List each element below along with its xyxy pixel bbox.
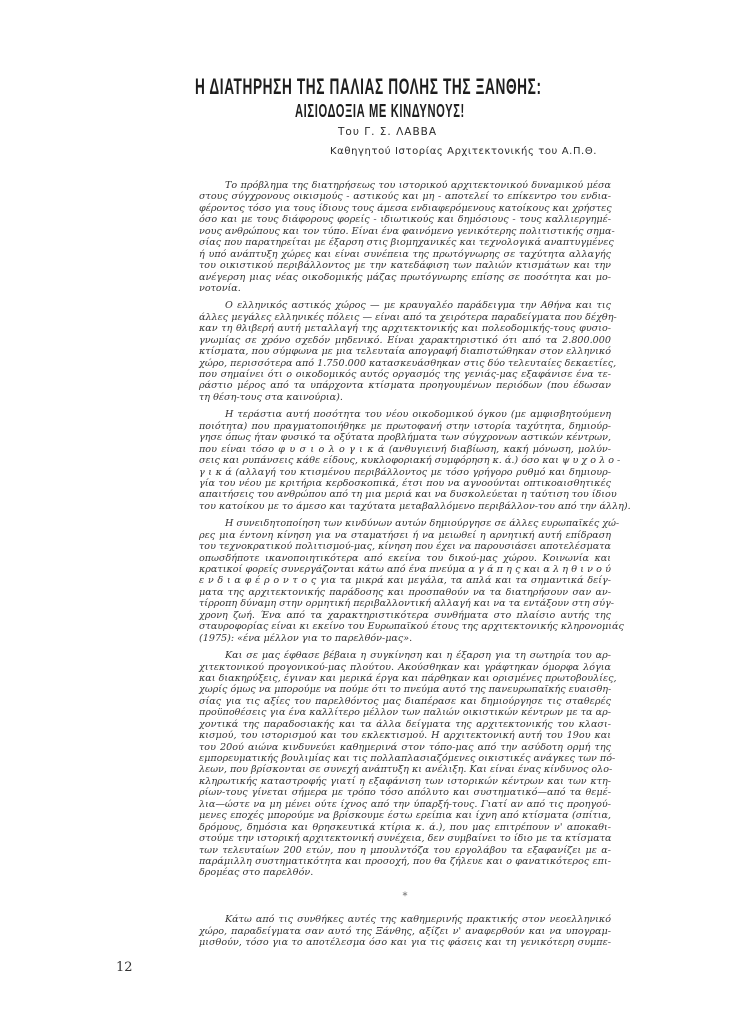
paragraph (199, 300, 617, 403)
text-line: τη θέση-τους στα καινούρια). (199, 391, 343, 403)
section-separator: * (402, 890, 408, 902)
text-line: Ο ελληνικός αστικός χώρος — με κραυγαλέο παράδειγμα την Αθήνα και τις (225, 300, 611, 312)
text-line: και διακηρύξεις, έγιναν και μερικά έργα και πάρθηκαν και ορισμένες πρωτοβουλίες, (199, 672, 617, 684)
page-number: 12 (116, 960, 133, 975)
text-line: κληρωτικής καταστροφής γιατί η εξαφάνιση των ιστορικών κέντρων και των κτη- (199, 775, 611, 787)
text-line: γ ι κ ά (αλλαγή του κτισμένου περιβάλλοντος με τόσο γρήγορο ρυθμό και δημιουρ- (199, 466, 611, 478)
text-line: Το πρόβλημα της διατηρήσεως του ιστορικού αρχιτεκτονικού δυναμικού μέσα (225, 180, 611, 191)
text-line: ή υπό ανάπτυξη χώρες και είναι συνέπεια της πρωτόγνωρης σε ταχύτητα αλλαγής (199, 248, 611, 260)
text-line: σεις και ρυπάνσεις κάθε είδους, κυκλοφοριακή συμφόρηση κ. ά.) όσο και ψ υ χ ο λ ο - (199, 455, 621, 467)
text-line: (1975): «ένα μέλλον για το παρελθόν-μας». (199, 632, 413, 644)
paragraph (199, 914, 611, 948)
text-line: εμπορευματικής βουλιμίας και τις πολλαπλασιαζόμενες οικιστικές ανάγκες των πό- (199, 753, 616, 764)
text-line: που σημαίνει ότι ο οικοδομικός αυτός οργασμός της γενιάς-μας εξαφάνισε ένα τε- (199, 369, 611, 380)
text-line: ρίων-τους γίνεται σήμερα με τρόπο τόσο απόλυτο και συστηματικό—από τα θεμέ- (199, 787, 611, 799)
text-line: του 20ού αιώνα κινδυνεύει καθημερινά στον τόπο-μας από την ασύδοτη ορμή της (199, 741, 611, 753)
text-line: δρόμους, δημόσια και θρησκευτικά κτίρια κ. ά.), που μας επιτρέπουν ν' αποκαθι- (199, 821, 611, 833)
text-line: καν τη θλιβερή αυτή μεταλλαγή της αρχιτεκτονικής και πολεοδομικής-τους φυσιο- (199, 323, 611, 335)
paragraph (199, 180, 615, 294)
text-line: ράστιο μέρος από τα υπάρχοντα κτίσματα προηγουμένων περιόδων (που έδωσαν (199, 380, 611, 392)
article-subtitle-text: ΑΙΣΙΟΔΟΞΙΑ ΜΕ ΚΙΝΔΥΝΟΥΣ! (295, 101, 465, 121)
text-line: απαιτήσεις του ανθρώπου από τη μια μεριά και να δυσκολεύεται η ταύτιση του ίδιου (199, 489, 617, 501)
text-line: γνωμίας σε χρόνο σχεδόν μηδενικό. Είναι χαρακτηριστικό ότι από τα 2.800.000 (199, 334, 611, 346)
text-line: ανέγερση μιας νέας οικοδομικής μάζας πρωτόγνωρης επίσης σε ποσότητα και μο- (199, 271, 611, 283)
text-line: Και σε μας έφθασε βέβαια η συγκίνηση και η έξαρση για τη σωτηρία του αρ- (225, 650, 611, 662)
text-line: χωρίς όμως να μπορούμε να πούμε ότι το πνεύμα αυτό της πανευρωπαϊκής ευαισθη- (199, 684, 612, 696)
text-line: τίρροπη δύναμη στην ορμητική περιβαλλοντική αλλαγή και να τα εντάξουν στη σύγ- (199, 598, 615, 610)
text-line: χοντικά της παραδοσιακής και τα άλλα δείγματα της αρχιτεκτονικής του κλασι- (199, 718, 611, 730)
text-line: χώρο, παραδείγματα σαν αυτό της Ξάνθης, αξίζει ν' αναφερθούν και να υπογραμ- (199, 925, 611, 937)
author-byline: Του Γ. Σ. ΛΑΒΒΑ (338, 126, 438, 138)
text-line: σίας για τις αξίες του παρελθόντος μας διαπέρασε και δημιούργησε τις σταθερές (199, 695, 611, 707)
text-line: παράμιλλη συστηματικότητα και προσοχή, που θα ζήλευε και ο φανατικότερος επι- (199, 855, 611, 867)
text-line: δρομέας στο παρελθόν. (199, 867, 314, 879)
text-line: προϋποθέσεις για ένα καλλίτερο μέλλον των παλιών οικιστικών κέντρων με τα αρ- (199, 707, 611, 719)
text-line: ε ν δ ι α φ έ ρ ο ν τ ο ς για τα μικρά και μεγάλα, τα απλά και τα σημαντικά δείγ- (199, 575, 611, 587)
text-line: του κατοίκου με το άμεσο και ταχύτατα μεταβαλλόμενο περιβάλλον-του από την άλλη). (199, 500, 631, 512)
text-line: σταυροφορίας είναι κι εκείνο του Ευρωπαϊκού έτους της αρχιτεκτονικής κληρονομιάς (199, 621, 624, 633)
text-line: ποιότητα) που πραγματοποιήθηκε με πρωτοφανή στην ιστορία ταχύτητα, δημιούρ- (199, 420, 611, 432)
text-line: κτίσματα, που σύμφωνα με μια τελευταία απογραφή διαπιστώθηκαν στον ελληνικό (199, 346, 611, 358)
text-line: των τελευταίων 200 ετών, που η μπουλντόζα του εργολάβου τα εξαφανίζει με α- (199, 844, 611, 856)
text-line: λια—ώστε να μη μένει ούτε ίχνος από την ύπαρξή-τους. Γιατί αν από τις προηγού- (199, 798, 611, 810)
text-line: σίας που παρατηρείται με έξαρση στις βιομηχανικές και τεχνολογικά αναπτυγμένες (199, 237, 614, 249)
paragraph (199, 650, 617, 879)
text-line: του οικιστικού περιβάλλοντος με την κατεδάφιση των παλιών κτισμάτων και την (199, 260, 611, 272)
text-line: μισθούν, τόσο για το αποτέλεσμα όσο και για τις φάσεις και τη γενικότερη συμπε- (199, 937, 611, 949)
text-line: Κάτω από τις συνθήκες αυτές της καθημερινής πρακτικής στον νεοελληνικό (225, 914, 611, 926)
article-title-text: Η ΔΙΑΤΗΡΗΣΗ ΤΗΣ ΠΑΛΙΑΣ ΠΟΛΗΣ ΤΗΣ ΞΑΝΘΗΣ: (195, 74, 542, 99)
text-line: που είναι τόσο φ υ σ ι ο λ ο γ ι κ ά (ανθυγιεινή διαβίωση, κακή μόνωση, μολύν- (199, 443, 611, 455)
text-line: λεων, που βρίσκονται σε συνεχή ανάπτυξη κι ανέλιξη. Και είναι ένας κίνδυνος ολο- (199, 764, 613, 776)
author-affiliation: Καθηγητού Ιστορίας Αρχιτεκτονικής του Α.Π.Θ. (330, 146, 598, 157)
text-line: χώρο, περισσότερα από 1.750.000 κατασκευάσθηκαν στις δύο τελευταίες δεκαετίες, (199, 357, 617, 369)
article-subtitle (295, 101, 510, 122)
text-line: χιτεκτονικού προγονικού-μας πλούτου. Ακούσθηκαν και γράφτηκαν όμορφα λόγια (199, 661, 611, 673)
text-line: νοτονία. (199, 282, 241, 294)
text-line: του τεχνοκρατικού πολιτισμού-μας, κίνηση που έχει να παρουσιάσει αποτελέσματα (199, 541, 611, 553)
text-line: άλλες μεγάλες ελληνικές πόλεις — είναι από τα χειρότερα παραδείγματα που δέχθη- (199, 311, 617, 323)
text-line: κισμού, του ιστορισμού και του εκλεκτισμού. Η αρχιτεκτονική αυτή του 19ου και (199, 730, 611, 742)
text-line: στους σύγχρονους οικισμούς - αστικούς και μη - αποτελεί το επίκεντρο του ενδια- (199, 191, 611, 203)
paragraph (199, 409, 631, 512)
text-line: κρατικοί φορείς συνεργάζονται κάτω από ένα πνεύμα α γ ά π η ς και α λ η θ ι ν ο ύ (199, 564, 611, 575)
text-line: νους ανθρώπους και τον τύπο. Είναι ένα φαινόμενο γενικότερης πολιτιστικής σημα- (199, 225, 615, 237)
text-line: όσο και με τους διάφορους φορείς - ιδιωτικούς και δημόσιους - τους καλλιεργημέ- (199, 214, 611, 226)
text-line: στούμε την ιστορική αρχιτεκτονική συνέχεια, δεν συμβαίνει το ίδιο με τα κτίσματα (199, 833, 612, 845)
article-body (199, 180, 631, 949)
text-line: χρονη ζωή. Ένα από τα χαρακτηριστικότερα συνθήματα στο πλαίσιο αυτής της (199, 609, 611, 621)
article-title (195, 74, 611, 100)
text-line: μενες εποχές μπορούμε να βρίσκουμε έστω ερείπια και ίχνη από κτίσματα (σπίτια, (199, 810, 611, 822)
text-line: οπωσδήποτε ικανοποιητικότερα από εκείνα του δικού-μας χώρου. Κοινωνία και (199, 552, 611, 564)
text-line: ματα της αρχιτεκτονικής παράδοσης και προσπαθούν να τα διατηρήσουν σαν αν- (199, 586, 611, 598)
text-line: Η τεράστια αυτή ποσότητα του νέου οικοδομικού όγκου (με αμφισβητούμενη (225, 409, 611, 421)
text-line: φέροντος τόσο για τους ίδιους τους άμεσα ενδιαφερόμενους κατοίκους και χρήστες (199, 202, 612, 214)
text-line: ρες μια έντονη κίνηση για να σταματήσει ή να μειωθεί η αρνητική αυτή επίδραση (199, 529, 611, 541)
text-line: γησε όπως ήταν φυσικό τα οξύτατα προβλήματα των σύγχρονων αστικών κέντρων, (199, 432, 611, 444)
text-line: γία του νέου με κριτήρια κερδοσκοπικά, έτσι που να αγνοούνται οπτικοαισθητικές (199, 477, 611, 489)
paragraph (199, 518, 624, 644)
text-line: Η συνειδητοποίηση των κινδύνων αυτών δημιούργησε σε άλλες ευρωπαϊκές χώ- (225, 518, 620, 530)
